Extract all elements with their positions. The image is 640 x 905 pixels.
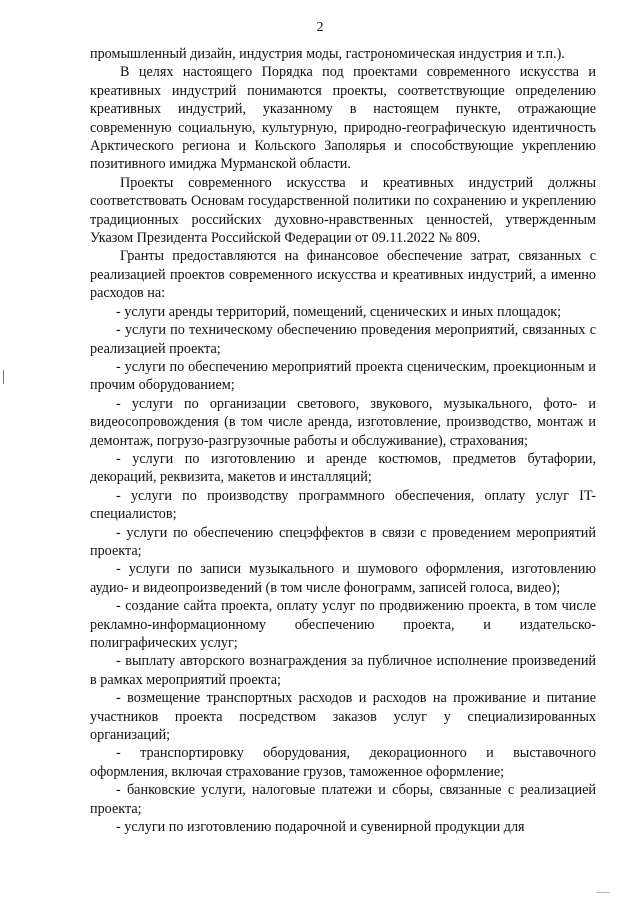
list-item: - возмещение транспортных расходов и расходов на проживание и питание участников проекта посредством заказов услуг у специализированных организаций; xyxy=(90,690,596,744)
list-item: - услуги аренды территорий, помещений, сценических и иных площадок; xyxy=(116,303,562,320)
document-body xyxy=(90,45,596,836)
list-item: - услуги по техническому обеспечению проведения мероприятий, связанных с реализацией проекта; xyxy=(90,322,596,357)
paragraph-grants-intro: Гранты предоставляются на финансовое обеспечение затрат, связанных с реализацией проектов современного искусства и креативных индустрий, а именно расходов на: xyxy=(90,248,596,302)
paragraph-compliance: Проекты современного искусства и креативных индустрий должны соответствовать Основам государственной политики по сохранению и укреплению традиционных российских духовно-нравственных ценностей, утвержденным Указом Президента Российской Федерации от 09.11.2022 № 809. xyxy=(90,174,596,247)
list-item: - транспортировку оборудования, декорационного и выставочного оформления, включая страхование грузов, таможенное оформление; xyxy=(90,745,596,780)
list-item: - услуги по записи музыкального и шумового оформления, изготовлению аудио- и видеопроизведений (в том числе фонограмм, записей голоса, видео); xyxy=(90,561,596,596)
paragraph-definition: В целях настоящего Порядка под проектами современного искусства и креативных индустрий понимаются проекты, соответствующие определению креативных индустрий, указанному в настоящем пункте, отражающие современную социальную, культурную, природно-географическую идентичность Арктического региона и Кольского Заполярья и способствующие укреплению позитивного имиджа Мурманской области. xyxy=(90,64,596,173)
list-item: - создание сайта проекта, оплату услуг по продвижению проекта, в том числе рекламно-информационному обеспечению проекта, и издательско-полиграфических услуг; xyxy=(90,598,596,651)
paragraph-continuation: промышленный дизайн, индустрия моды, гастрономическая индустрия и т.п.). xyxy=(90,46,565,62)
page-number: 2 xyxy=(316,20,324,35)
scan-margin-mark xyxy=(3,370,4,384)
list-item: - услуги по обеспечению спецэффектов в связи с проведением мероприятий проекта; xyxy=(90,524,596,559)
list-item: - услуги по производству программного обеспечения, оплату услуг IT-специалистов; xyxy=(90,487,596,523)
list-item: - услуги по организации светового, звукового, музыкального, фото- и видеосопровождения (в том числе аренда, изготовление, производство, монтаж и демонтаж, погрузо-разгрузочные работы и обслуживание), страхования; xyxy=(90,395,596,449)
list-item: - услуги по изготовлению подарочной и сувенирной продукции для xyxy=(116,819,525,836)
scan-corner-mark xyxy=(596,892,610,893)
list-item: - выплату авторского вознаграждения за публичное исполнение произведений в рамках мероприятий проекта; xyxy=(90,653,596,688)
list-item: - услуги по изготовлению и аренде костюмов, предметов бутафории, декораций, реквизита, макетов и инсталляций; xyxy=(90,450,596,486)
list-item: - услуги по обеспечению мероприятий проекта сценическим, проекционным и прочим оборудованием; xyxy=(90,358,596,394)
list-item: - банковские услуги, налоговые платежи и сборы, связанные с реализацией проекта; xyxy=(90,782,596,817)
